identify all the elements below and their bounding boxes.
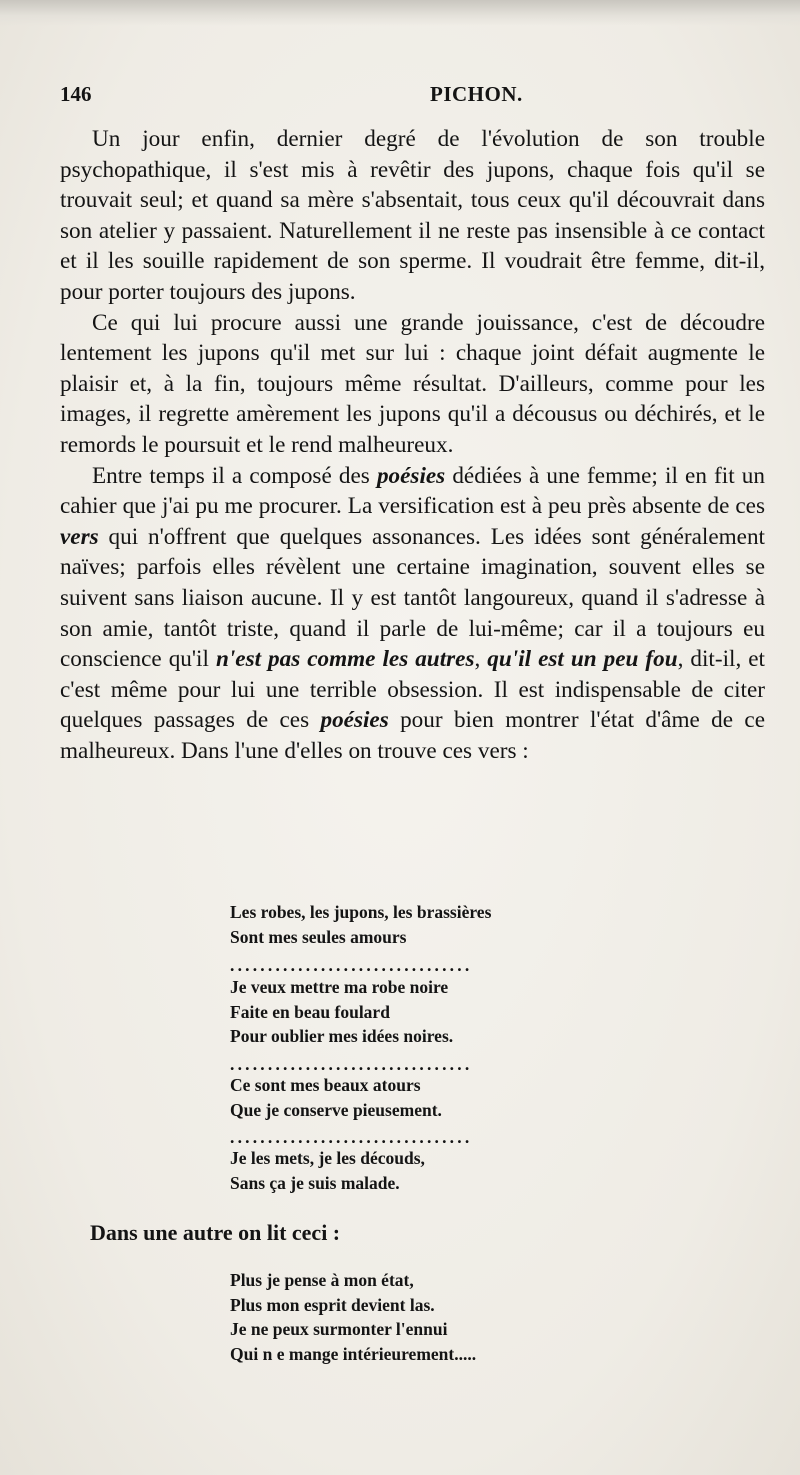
- page-top-edge: [0, 0, 800, 26]
- poem-stanza: [230, 1268, 770, 1366]
- verse-line: Qui n e mange intérieurement.....: [230, 1343, 477, 1364]
- paragraph: [60, 124, 765, 308]
- poem-stanza: [230, 900, 770, 949]
- verse-line: Je veux mettre ma robe noire: [230, 977, 449, 997]
- italic-text: n'est pas comme les autres: [215, 646, 475, 673]
- poem-stanza: [230, 1146, 770, 1195]
- paragraph-text: dédiées à une femme; il en fit un cahier que j'ai pu me procurer. La versification est à peu près absente de ces: [60, 462, 765, 520]
- poem-intro: Dans une autre on lit ceci :: [90, 1220, 341, 1245]
- page-header: [60, 82, 765, 112]
- verse-line: Que je conserve pieusement.: [230, 1099, 442, 1120]
- body-text: [60, 124, 765, 766]
- verse-line: Je les mets, je les découds,: [230, 1148, 425, 1168]
- poem-stanza: [230, 975, 770, 1049]
- paragraph-text: pour bien montrer l'état d'âme de ce malheureux. Dans l'une d'elles on trouve ces vers :: [60, 707, 765, 764]
- paragraph-text: Entre temps il a composé des: [92, 462, 377, 489]
- paragraph: [60, 308, 765, 461]
- paragraph: [60, 461, 765, 767]
- ellipsis-separator: ................................: [230, 955, 473, 975]
- paragraph-text: Un jour enfin, dernier degré de l'évolution de son trouble psychopathique, il s'est mis à revêtir des jupons, chaque fois qu'il se trouvait seul; et quand sa mère s'absentait, tous ceux qu'il découvrait dans son atelier y passaient. Naturellement il ne reste pas insensible à ce contact et il les souille rapidement de son sperme. Il voudrait être femme, dit-il, pour porter toujours des jupons.: [60, 126, 765, 305]
- verse-line: Sont mes seules amours: [230, 926, 407, 947]
- verse-line: Plus mon esprit devient las.: [230, 1294, 435, 1315]
- verse-line: Je ne peux surmonter l'ennui: [230, 1319, 448, 1339]
- paragraph-text: Ce qui lui procure aussi une grande jouissance, c'est de découdre lentement les jupons qu'il met sur lui : chaque joint défait augmente le plaisir et, à la fin, toujours même résultat. D'ailleurs, comme pour les images, il regrette amèrement les jupons qu'il a décousus ou déchirés, et le remords le poursuit et le rend malheureux.: [60, 309, 765, 458]
- verse-line: Les robes, les jupons, les brassières: [230, 902, 492, 922]
- italic-text: qu'il est un peu fou: [487, 646, 678, 673]
- running-head: PICHON.: [430, 82, 523, 106]
- verse-line: Pour oublier mes idées noires.: [230, 1026, 454, 1046]
- paragraph-text: ,: [474, 646, 488, 673]
- verse-line: Faite en beau foulard: [230, 1001, 390, 1022]
- ellipsis-separator: ................................: [230, 1054, 473, 1074]
- page-number: 146: [60, 82, 92, 106]
- paragraph-text: , dit-il, et c'est même pour lui une terrible obsession. Il est indispensable de citer quelques passages de ces: [60, 646, 765, 734]
- verse-line: Sans ça je suis malade.: [230, 1172, 400, 1193]
- italic-text: poésies: [320, 707, 389, 734]
- italic-text: vers: [60, 523, 99, 550]
- poem-stanza: [230, 1073, 770, 1122]
- ellipsis-separator: ................................: [230, 1127, 473, 1147]
- verse-line: Plus je pense à mon état,: [230, 1270, 414, 1290]
- italic-text: poésies: [376, 462, 446, 489]
- verse-line: Ce sont mes beaux atours: [230, 1075, 421, 1095]
- paragraph-text: qui n'offrent que quelques assonances. Les idées sont généralement naïves; parfois elles révèlent une certaine imagination, souvent elles se suivent sans liaison aucune. Il y est tantôt langoureux, quand il s'adresse à son amie, tantôt triste, quand il parle de lui-même; car il a toujours eu conscience qu'il: [60, 523, 765, 673]
